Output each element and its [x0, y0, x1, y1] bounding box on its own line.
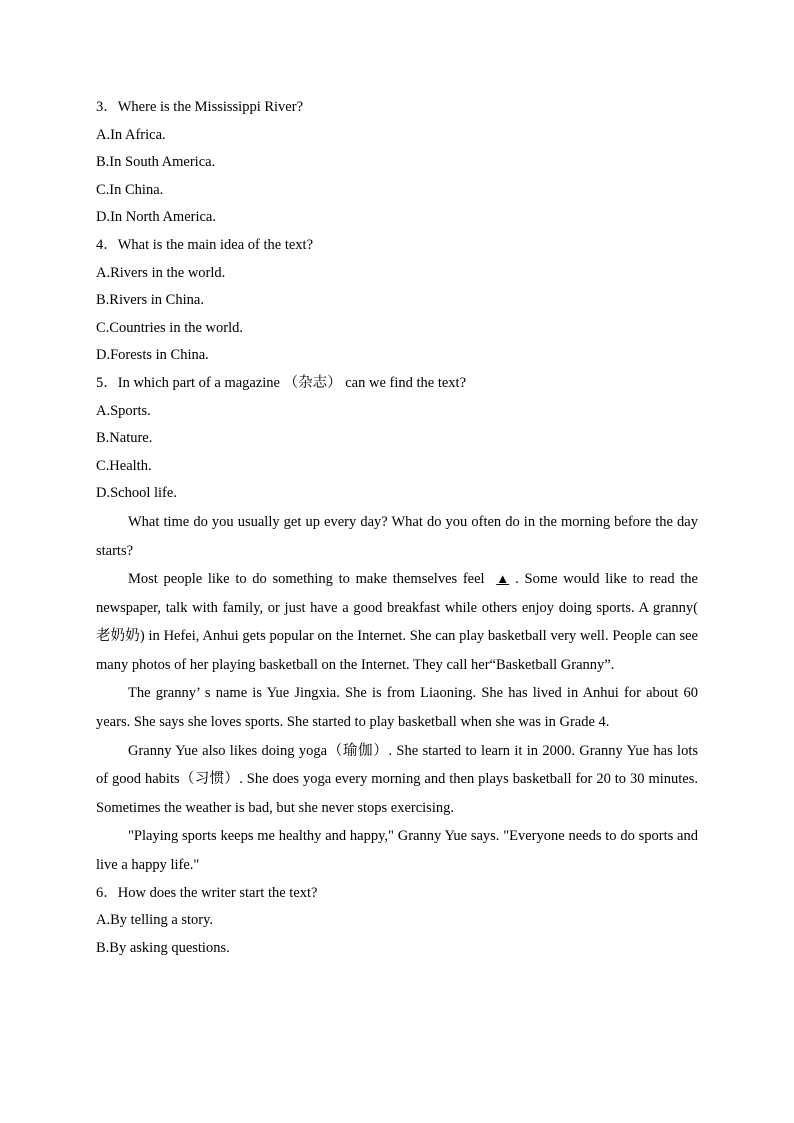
passage-paragraph-2-before: Most people like to do something to make themselves feel: [128, 571, 491, 588]
answer-blank: ▲: [496, 571, 510, 587]
passage-paragraph-2: [96, 565, 698, 679]
question-3-stem: 3．Where is the Mississippi River?: [96, 99, 304, 115]
passage-paragraph-4-text: Granny Yue also likes doing yoga（瑜伽）. She started to learn it in 2000. Granny Yue has lots of good habits（习惯）. She does yoga every morning and then plays basketball for 20 to 30 minutes. Sometimes the weather is bad, but she never stops exercising.: [96, 742, 698, 816]
passage-paragraph-5: [96, 822, 698, 879]
passage-paragraph-5-text: "Playing sports keeps me healthy and happy," Granny Yue says. "Everyone needs to do sports and live a happy life.": [96, 828, 698, 874]
question-5-option-c: C.Health.: [96, 457, 152, 474]
passage-paragraph-2-after: . Some would like to read the newspaper, talk with family, or just have a good breakfast while others enjoy doing sports. A granny( 老奶奶) in Hefei, Anhui gets popular on the Internet. She can play basketball very well. People can see many photos of her playing basketball on the Internet. They call her“Basketball Granny”.: [96, 571, 698, 673]
question-5-option-d: D.School life.: [96, 485, 177, 502]
question-4-option-d: D.Forests in China.: [96, 347, 209, 364]
passage-paragraph-3: [96, 679, 698, 736]
question-5-option-b: B.Nature.: [96, 430, 153, 447]
passage-paragraph-1-text: What time do you usually get up every day? What do you often do in the morning before the day starts?: [96, 513, 698, 559]
question-6-stem: 6．How does the writer start the text?: [96, 884, 318, 901]
passage-paragraph-1: [96, 508, 698, 565]
passage-paragraph-3-text: The granny’ s name is Yue Jingxia. She is from Liaoning. She has lived in Anhui for about 60 years. She says she loves sports. She started to play basketball when she was in Grade 4.: [96, 685, 698, 731]
question-3-option-d: D.In North America.: [96, 209, 216, 226]
question-6-option-b: B.By asking questions.: [96, 939, 230, 956]
question-4-option-b: B.Rivers in China.: [96, 292, 204, 309]
question-4-option-a: A.Rivers in the world.: [96, 264, 226, 281]
question-4-option-c: C.Countries in the world.: [96, 319, 244, 336]
question-3-option-c: C.In China.: [96, 181, 164, 198]
document-page: [96, 94, 698, 962]
question-5-option-a: A.Sports.: [96, 402, 151, 419]
question-4-stem: 4．What is the main idea of the text?: [96, 236, 314, 253]
passage-paragraph-4: [96, 737, 698, 823]
question-3-option-a: A.In Africa.: [96, 126, 166, 143]
question-6-option-a: A.By telling a story.: [96, 912, 214, 929]
question-5-stem: 5．In which part of a magazine （杂志） can we find the text?: [96, 374, 467, 391]
question-3-option-b: B.In South America.: [96, 154, 216, 171]
